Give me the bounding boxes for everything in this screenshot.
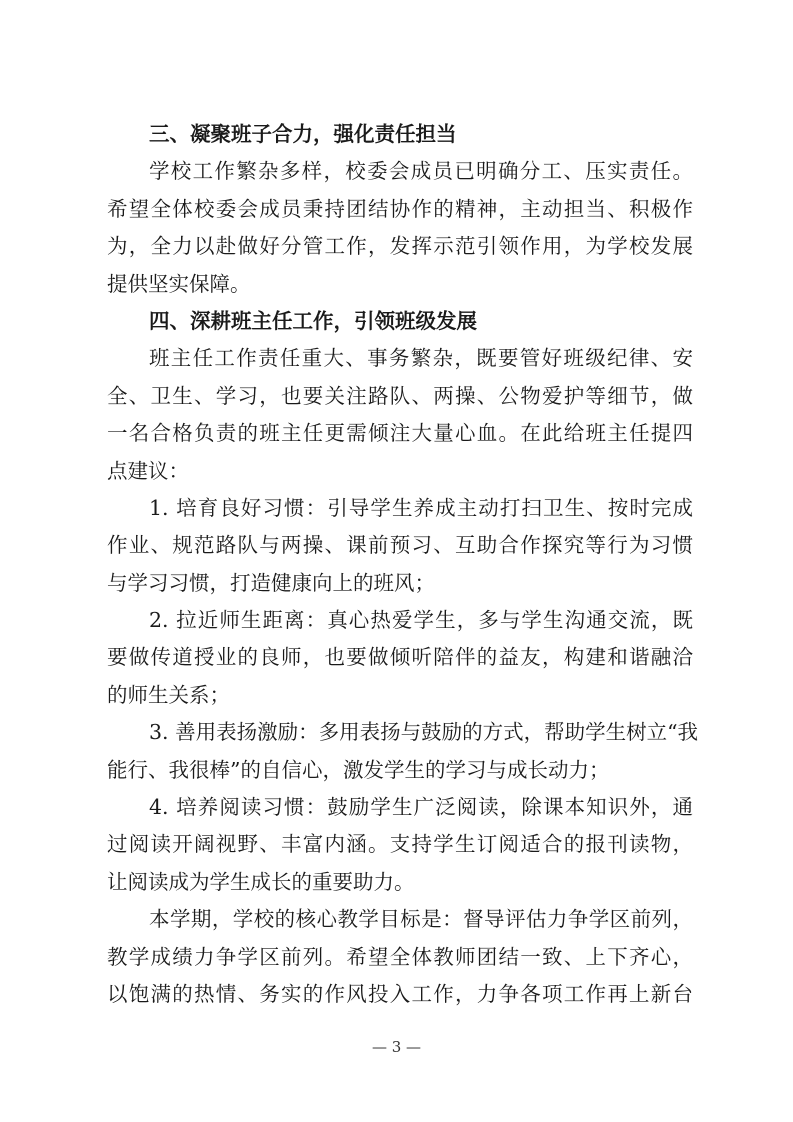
paragraph — [107, 789, 693, 901]
text-line: 为，全力以赴做好分管工作，发挥示范引领作用，为学校发展 — [107, 234, 693, 259]
paragraph — [107, 714, 699, 789]
text-line: 班主任工作责任重大、事务繁杂，既要管好班级纪律、安 — [149, 346, 693, 371]
heading-text: 三、凝聚班子合力，强化责任担当 — [149, 122, 457, 146]
paragraph — [107, 901, 693, 1013]
paragraph — [107, 340, 693, 490]
text-line: 提供坚实保障。 — [107, 271, 251, 296]
text-line: 希望全体校委会成员秉持团结协作的精神，主动担当、积极作 — [107, 196, 693, 221]
text-line: 教学成绩力争学区前列。希望全体教师团结一致、上下齐心， — [107, 944, 693, 969]
section-heading — [107, 303, 693, 340]
document-body — [107, 116, 699, 1013]
text-line: 以饱满的热情、务实的作风投入工作，力争各项工作再上新台 — [107, 981, 693, 1006]
text-line: 3. 善用表扬激励：多用表扬与鼓励的方式，帮助学生树立“我 — [149, 720, 699, 745]
text-line: 学校工作繁杂多样，校委会成员已明确分工、压实责任。 — [149, 159, 693, 184]
text-line: 4. 培养阅读习惯：鼓励学生广泛阅读，除课本知识外，通 — [149, 795, 693, 820]
text-line: 2. 拉近师生距离：真心热爱学生，多与学生沟通交流，既 — [149, 608, 693, 633]
text-line: 过阅读开阔视野、丰富内涵。支持学生订阅适合的报刊读物， — [107, 832, 693, 857]
text-line: 1. 培育良好习惯：引导学生养成主动打扫卫生、按时完成 — [149, 495, 693, 520]
text-line: 与学习习惯，打造健康向上的班风； — [107, 570, 435, 595]
section-heading — [107, 116, 693, 153]
text-line: 一名合格负责的班主任更需倾注大量心血。在此给班主任提四 — [107, 421, 693, 446]
text-line: 能行、我很棒”的自信心，激发学生的学习与成长动力； — [107, 757, 610, 782]
heading-text: 四、深耕班主任工作，引领班级发展 — [149, 308, 477, 333]
text-line: 要做传道授业的良师，也要做倾听陪伴的益友，构建和谐融洽 — [107, 645, 693, 670]
text-line: 点建议： — [107, 458, 189, 483]
paragraph — [107, 602, 693, 714]
text-line: 让阅读成为学生成长的重要助力。 — [107, 869, 415, 894]
text-line: 本学期，学校的核心教学目标是：督导评估力争学区前列， — [149, 907, 693, 932]
text-line: 作业、规范路队与两操、课前预习、互助合作探究等行为习惯 — [107, 533, 693, 558]
paragraph — [107, 490, 693, 602]
text-line: 全、卫生、学习，也要关注路队、两操、公物爱护等细节，做 — [107, 383, 693, 408]
page-number: — 3 — — [371, 1038, 422, 1056]
text-line: 的师生关系； — [107, 682, 230, 707]
paragraph — [107, 153, 693, 303]
